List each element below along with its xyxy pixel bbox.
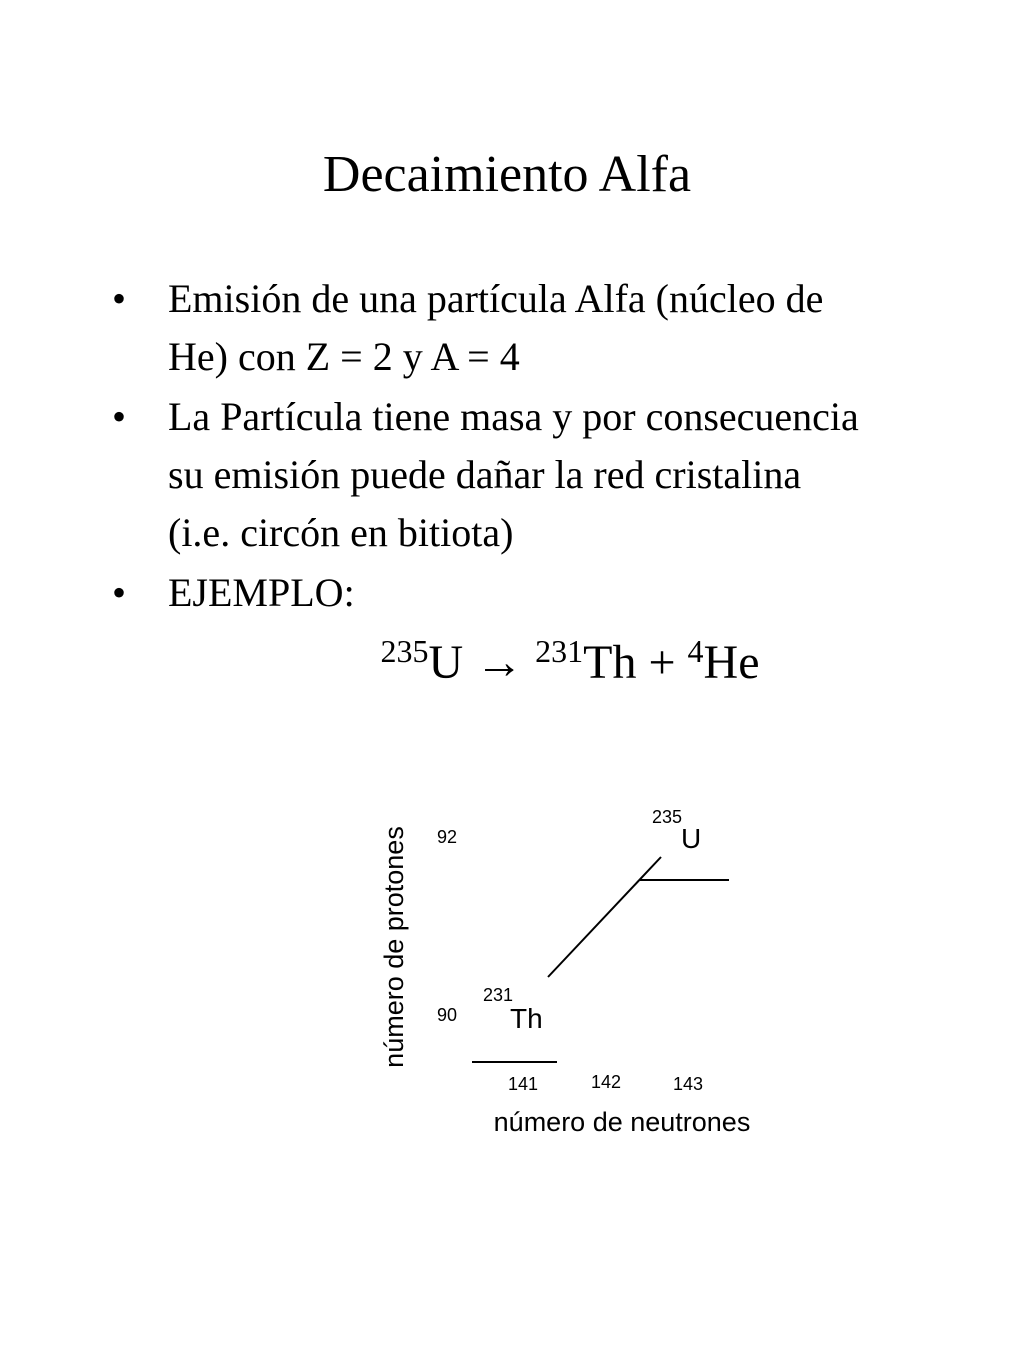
x-tick-label: 141 [508,1074,539,1094]
y-axis-label: número de protones [379,826,409,1068]
arrow-icon: → [475,636,524,689]
daughter-mass-number: 231 [535,633,584,669]
decay-path-line [548,857,661,977]
bullet-marker: • [112,276,127,321]
y-tick-label: 90 [437,1005,458,1025]
page-title: Decaimiento Alfa [322,146,692,203]
bullet-line: La Partícula tiene masa y por consecuencia [168,394,859,439]
bullet-line: He) con Z = 2 y A = 4 [168,334,520,379]
x-tick-label: 142 [591,1072,622,1092]
bullet-marker: • [112,394,127,439]
parent-mass-label: 235 [652,807,683,827]
daughter-symbol: Th [583,636,637,689]
y-tick-label: 92 [437,827,458,847]
plus-sign: + [648,636,676,689]
daughter-symbol-label: Th [510,1003,543,1034]
bullet-line: Emisión de una partícula Alfa (núcleo de [168,276,824,321]
bullet-line: (i.e. circón en bitiota) [168,510,514,555]
parent-mass-number: 235 [380,633,429,669]
x-axis-label: número de neutrones [493,1107,751,1137]
alpha-mass-number: 4 [687,633,704,669]
bullet-line: su emisión puede dañar la red cristalina [168,452,802,497]
parent-symbol: U [428,636,464,689]
x-tick-label: 143 [673,1074,704,1094]
bullet-marker: • [112,570,127,615]
bullet-line: EJEMPLO: [168,570,355,615]
alpha-symbol: He [703,636,760,689]
parent-symbol-label: U [681,823,702,854]
daughter-mass-label: 231 [483,985,514,1005]
